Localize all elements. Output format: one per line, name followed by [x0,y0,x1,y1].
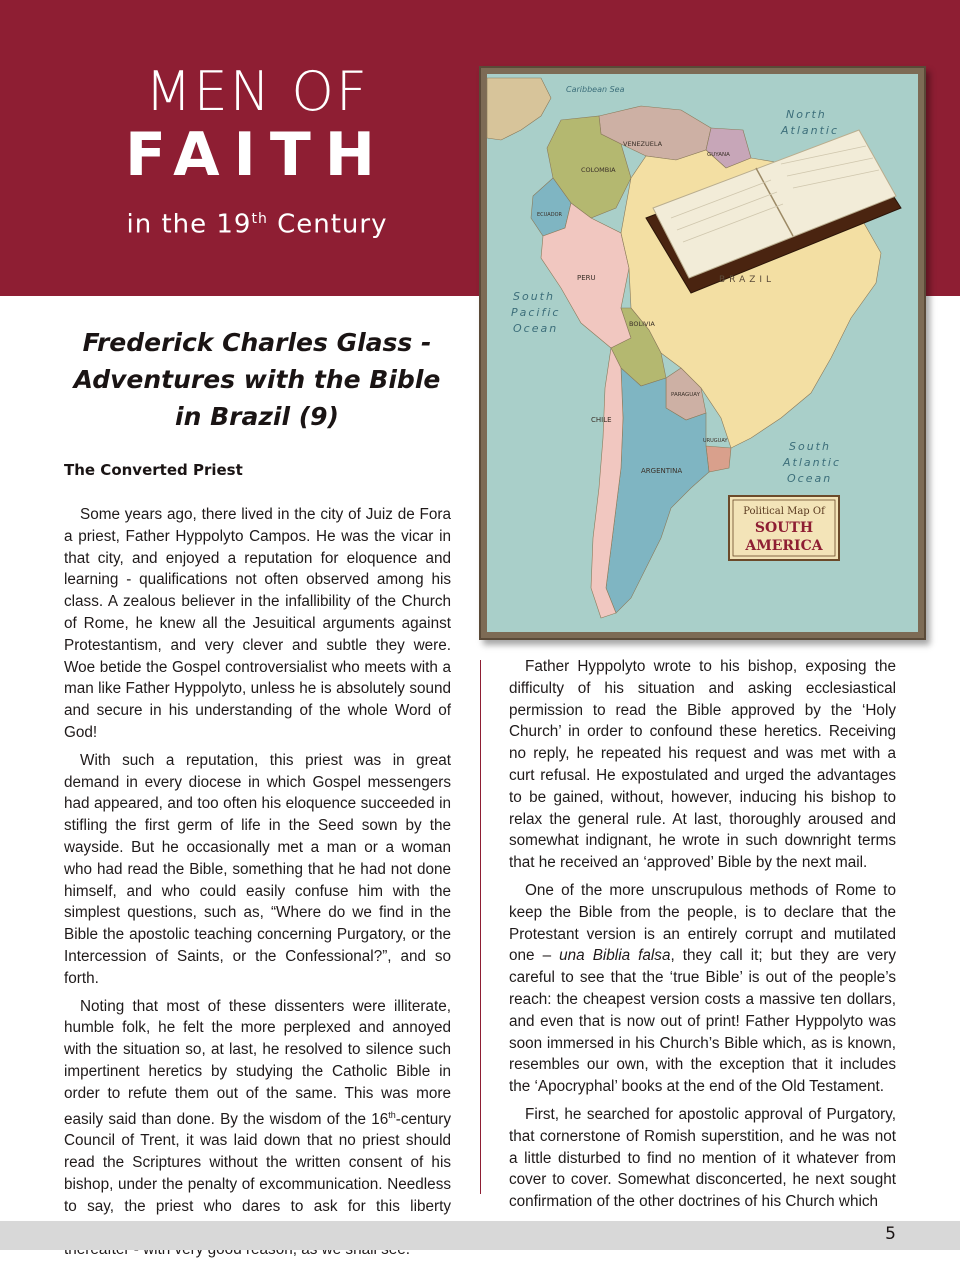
masthead-century-prefix: in the 19 [126,209,252,240]
map-label-south-atlantic-2: Atlantic [783,456,842,469]
page-number: 5 [885,1224,896,1244]
footer-bar [0,1221,960,1250]
paragraph-5-italic: una Biblia falsa [559,947,671,965]
masthead-line-faith: FAITH [124,120,389,190]
article-title-line3: in Brazil (9) [175,402,339,431]
map-label-bolivia: BOLIVIA [629,320,655,328]
map-label-argentina: ARGENTINA [641,467,683,475]
article-title-line2: Adventures with the Bible [73,365,441,394]
paragraph-2: With such a reputation, this priest was in great demand in every diocese in which Gospel messengers had appeared, and too often his eloquence succeeded in stifling the first germ of life in the Seed sown by the wayside. But he occasionally met a man or a woman who had read the Bible, something that he had not done himself, and who could easily confuse him with the simplest questions, such as, “Where do we find in the Bible the apostolic teaching concerning Purgatory, or the Intercession of Saints, or the Confessional?”, and so forth. [64,751,451,987]
right-column [509,656,896,1219]
column-divider [480,660,481,1194]
section-heading: The Converted Priest [64,461,243,479]
map-label-chile: CHILE [591,416,612,424]
left-column [64,504,451,1267]
map-uruguay [706,446,731,472]
map-label-peru: PERU [577,274,596,282]
map-cartouche-line3: AMERICA [745,538,823,554]
paragraph-4: Father Hyppolyto wrote to his bishop, exposing the difficulty of his situation and asking ecclesiastical permission to read the Bible approved by the ‘Holy Church’ in order to confound these heretics. Receiving no reply, he repeated his request and was met with a curt refusal. He expostulated and urged the advantages to be gained, without, however, inducing his bishop to relax the general rule. At last, thoroughly aroused and somewhat indignant, he wrote in such downright terms that he received an ‘approved’ Bible by the next mail. [509,658,896,872]
map-label-north-atlantic-2: Atlantic [781,124,840,137]
map-label-brazil: BRAZIL [719,275,776,285]
paragraph-6: First, he searched for apostolic approval of Purgatory, that cornerstone of Romish superstition, and he was not a little disturbed to find no mention of it whatever from cover to cover. Somewhat disconcerted, he next sought confirmation of the other doctrines of his Church which [509,1105,896,1211]
article-title [64,324,450,435]
map-cartouche-line2: SOUTH [754,520,814,536]
map-cartouche [729,496,839,560]
map-illustration [481,68,924,638]
paragraph-3-sup: th [388,1109,396,1120]
map-label-colombia: COLOMBIA [581,166,616,174]
map-label-ecuador: ECUADOR [537,212,562,218]
masthead-line-men-of: MEN OF [145,60,369,123]
map-label-venezuela: VENEZUELA [623,140,663,148]
masthead-title [112,62,402,242]
map-label-south-atlantic-1: South [789,440,831,453]
masthead-century-sup: th [251,211,268,227]
map-label-south-pacific-2: Pacific [511,306,561,319]
article-title-line1: Frederick Charles Glass - [82,328,432,357]
map-label-uruguay: URUGUAY [703,438,728,444]
masthead-century-suffix: Century [267,209,388,240]
map-label-south-pacific-3: Ocean [513,322,559,335]
map-label-paraguay: PARAGUAY [671,392,700,398]
south-america-map [479,66,926,640]
map-label-guyana: GUYANA [707,152,730,158]
paragraph-5-part2: , they call it; but they are very careful to see that the ‘true Bible’ is out of the people’s reach: the cheapest version costs a massive ten dollars, and even that is now out of print! Father Hyppolyto was soon immersed in his Church’s Bible which, as is known, resembles our own, with the exception that it includes the ‘Apocryphal’ books at the end of the Old Testament. [509,947,896,1096]
map-label-south-atlantic-3: Ocean [787,472,833,485]
map-label-south-pacific-1: South [513,290,555,303]
paragraph-1: Some years ago, there lived in the city of Juiz de Fora a priest, Father Hyppolyto Campos. He was the vicar in that city, and enjoyed a reputation for eloquence and learning - qualifications not often observed among his class. A zealous believer in the infallibility of the Church of Rome, he knew all the Jesuitical arguments against Protestantism, and very clever and subtle they were. Woe betide the Gospel controversialist who meets with a man like Father Hyppolyto, unless he is absolutely sound and secure in his understanding of the whole Word of God! [64,506,451,741]
paragraph-3-part1: Noting that most of these dissenters were illiterate, humble folk, he felt the more perplexed and annoyed with the situation so, at last, he resolved to silence such impertinent heretics by studying the Catholic Bible in order to refute them out of the same. This was more easily said than done. By the wisdom of the 16 [64,997,451,1128]
paragraph-5-part1: One of the more unscrupulous methods of Rome to keep the Bible from the people, is to declare that the Protestant version is an entirely corrupt and mutilated one – [509,881,896,965]
map-label-north-atlantic-1: North [786,108,827,121]
map-label-caribbean: Caribbean Sea [566,85,625,94]
paragraph-5 [509,880,896,1098]
paragraph-3-part2: -century Council of Trent, it was laid down that no priest should read the Scriptures without the written consent of his bishop, under the penalty of excommunication. Needless to say, the priest who dares to ask for this liberty [64,1110,451,1215]
map-cartouche-line1: Political Map Of [743,506,825,517]
masthead-line-century [112,202,402,242]
